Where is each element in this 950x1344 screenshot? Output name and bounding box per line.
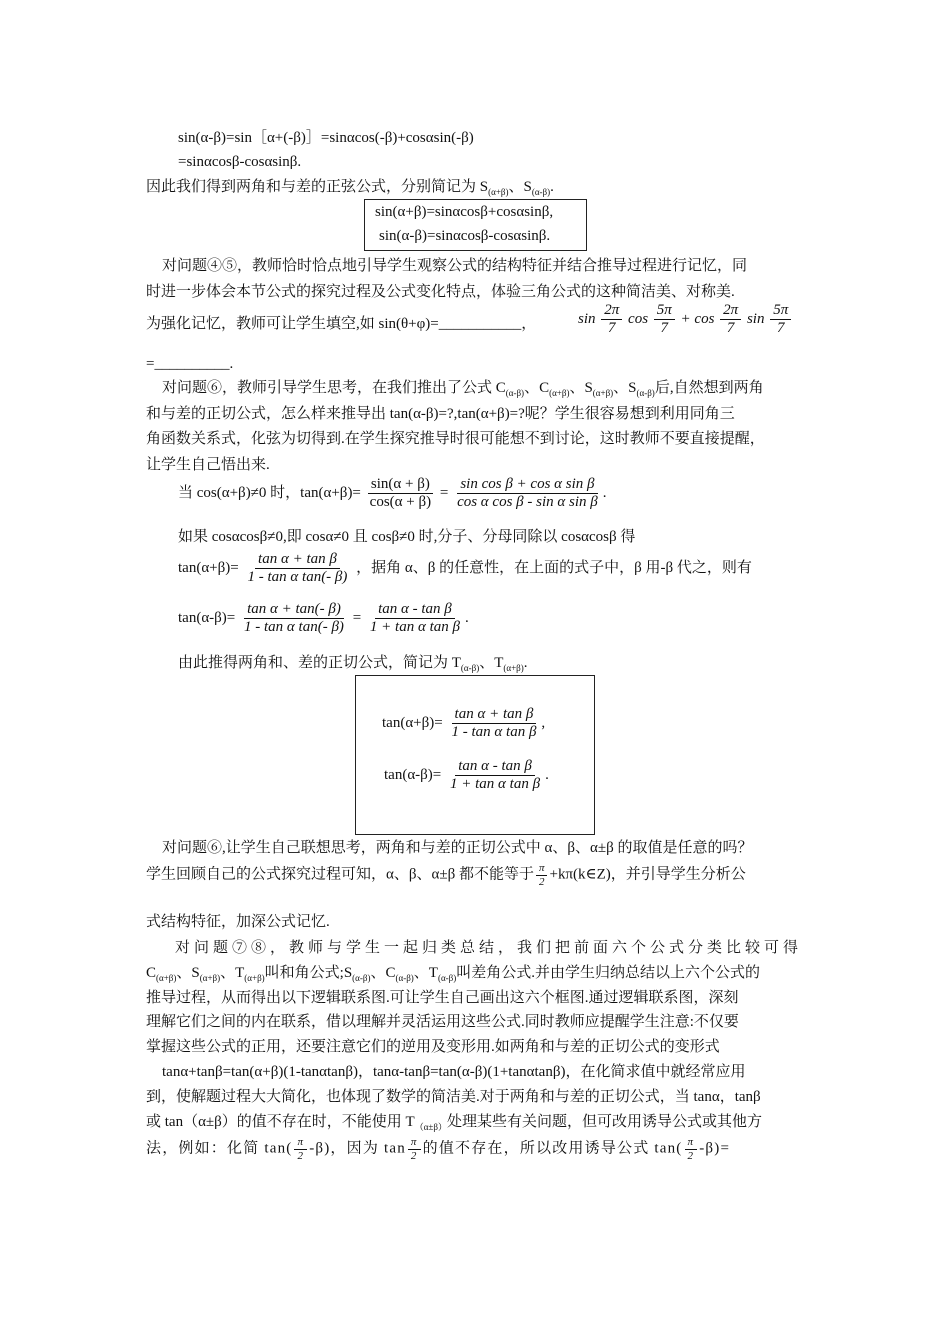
- fill-blank-expression: sin $\frac{2\pi}{7}$ cos $\frac{5\pi}{7}$ + cos $\frac{2\pi}{7}$ sin $\frac{5\pi}{7}$: [578, 302, 793, 338]
- para-5-line-3: 式结构特征，加深公式记忆.: [146, 914, 330, 930]
- para-5-line-2: 学生回顾自己的公式探究过程可知，α、β、α±β 都不能等于 $\frac{\pi}{2}$ +kπ(k∈Z)，并引导学生分析公: [146, 862, 746, 888]
- para-3-line-4: =__________.: [146, 356, 234, 372]
- para-6-line-3: 推导过程，从而得出以下逻辑联系图.可让学生自己画出这六个框图.通过逻辑联系图，深刻: [146, 990, 739, 1006]
- para-6-line-8: 或 tan（α±β）的值不存在时，不能使用 $T_{(\alpha\pm\beta)}$处理某些有关问题，但可改用诱导公式或其他方: [146, 1114, 762, 1132]
- tan-diff-formula: tan(α-β)= $\frac{\text{tan α - tan β}}{\text{1 + tan α tan β}}$ .: [384, 758, 549, 793]
- para-3-line-1: 对问题④⑤，教师恰时恰点地引导学生观察公式的结构特征并结合推导过程进行记忆，同: [162, 258, 748, 274]
- para-4-line-4: 让学生自己悟出来.: [146, 457, 270, 473]
- sine-formula-box: [364, 199, 587, 251]
- para-6-line-6: tanα+tanβ=tan(α+β)(1-tanαtanβ)，tanα-tanβ=tan(α-β)(1+tanαtanβ)，在化简求值中就经常应用: [162, 1064, 746, 1080]
- tan-derivation-2: 如果 cosαcosβ≠0,即 cosα≠0 且 cosβ≠0 时,分子、分母同除以 cosαcosβ 得: [178, 529, 636, 545]
- tan-summary: 由此推得两角和、差的正切公式，简记为 $T_{(\alpha-\beta)}$、$T_{(\alpha+\beta)}$.: [178, 655, 528, 673]
- para-6-line-7: 到，使解题过程大大简化，也体现了数学的简洁美.对于两角和与差的正切公式，当 tanα，tanβ: [146, 1089, 761, 1105]
- para-6-line-9: 法，例如：化简 tan( $\frac{\pi}{2}$ -β)，因为 tan $\frac{\pi}{2}$ 的值不存在，所以改用诱导公式 tan( $\frac{\pi}{2}$ -β)=: [146, 1136, 731, 1162]
- tan-derivation-3: tan(α+β)= $\frac{\text{tan α + tan β}}{\text{1 - tan α tan(- β)}}$ ，据角 α、β 的任意性，在上面的式子中，β 用-β 代之，则有: [178, 551, 752, 586]
- tangent-formula-box: [355, 675, 595, 835]
- tan-sum-formula: tan(α+β)= $\frac{\text{tan α + tan β}}{\text{1 - tan α tan β}}$ ,: [382, 706, 546, 741]
- deriv-line-2: =sinαcosβ-cosαsinβ.: [178, 154, 302, 170]
- tan-derivation-1: 当 cos(α+β)≠0 时，tan(α+β)= $\frac{\sin(\alpha + \beta)}{\cos(\alpha + \beta)}$ = $\frac{\text{sin cos β + cos α sin β}}{\text{cos α cos β - sin α sin β}}$ .: [178, 476, 607, 511]
- para-4-line-3: 角函数关系式，化弦为切得到.在学生探究推导时很可能想不到讨论，这时教师不要直接提醒，: [146, 431, 765, 447]
- para-6-line-1: 对问题⑦⑧，教师与学生一起归类总结，我们把前面六个公式分类比较可得: [175, 940, 803, 956]
- para-6-line-2: $C_{(\alpha+\beta)}$、$S_{(\alpha+\beta)}$、$T_{(\alpha+\beta)}$叫和角公式$;S_{(\alpha-\beta)}$、$C_{(\alpha-\beta)}$、$T_{(\alpha-\beta)}$叫差角公式.并由学生归纳总结以上六个公式的: [146, 965, 761, 983]
- deriv-line-1: sin(α-β)=sin［α+(-β)］=sinαcos(-β)+cosαsin(-β): [178, 130, 474, 146]
- para-5-line-1: 对问题⑥,让学生自己联想思考，两角和与差的正切公式中 α、β、α±β 的取值是任意的吗？: [162, 840, 753, 856]
- para-3-line-3: 为强化记忆，教师可让学生填空,如 sin(θ+φ)=___________，: [146, 316, 537, 332]
- sine-diff-formula: sin(α-β)=sinαcosβ-cosαsinβ.: [379, 228, 551, 244]
- para-4-line-2: 和与差的正切公式，怎么样来推导出 tan(α-β)=?,tan(α+β)=?呢？学生很容易想到利用同角三: [146, 406, 735, 422]
- sine-summary: 因此我们得到两角和与差的正弦公式，分别简记为 $S_{(\alpha+\beta)}$、$S_{(\alpha-\beta)}$.: [146, 179, 554, 197]
- para-6-line-5: 掌握这些公式的正用，还要注意它们的逆用及变形用.如两角和与差的正切公式的变形式: [146, 1039, 720, 1055]
- para-3-line-2: 时进一步体会本节公式的探究过程及公式变化特点，体验三角公式的这种简洁美、对称美.: [146, 284, 735, 300]
- para-4-line-1: 对问题⑥，教师引导学生思考，在我们推出了公式 $C_{(\alpha-\beta)}$、$C_{(\alpha+\beta)}$、$S_{(\alpha+\beta)}$、$S_{(\alpha-\beta)}$后,自然想到两角: [162, 380, 764, 398]
- tan-derivation-4: tan(α-β)= $\frac{\text{tan α + tan(- β)}}{\text{1 - tan α tan(- β)}}$ = $\frac{\text{tan α - tan β}}{\text{1 + tan α tan β}}$ .: [178, 601, 469, 636]
- para-6-line-4: 理解它们之间的内在联系，借以理解并灵活运用这些公式.同时教师应提醒学生注意:不仅要: [146, 1014, 739, 1030]
- sine-sum-formula: sin(α+β)=sinαcosβ+cosαsinβ,: [375, 204, 554, 220]
